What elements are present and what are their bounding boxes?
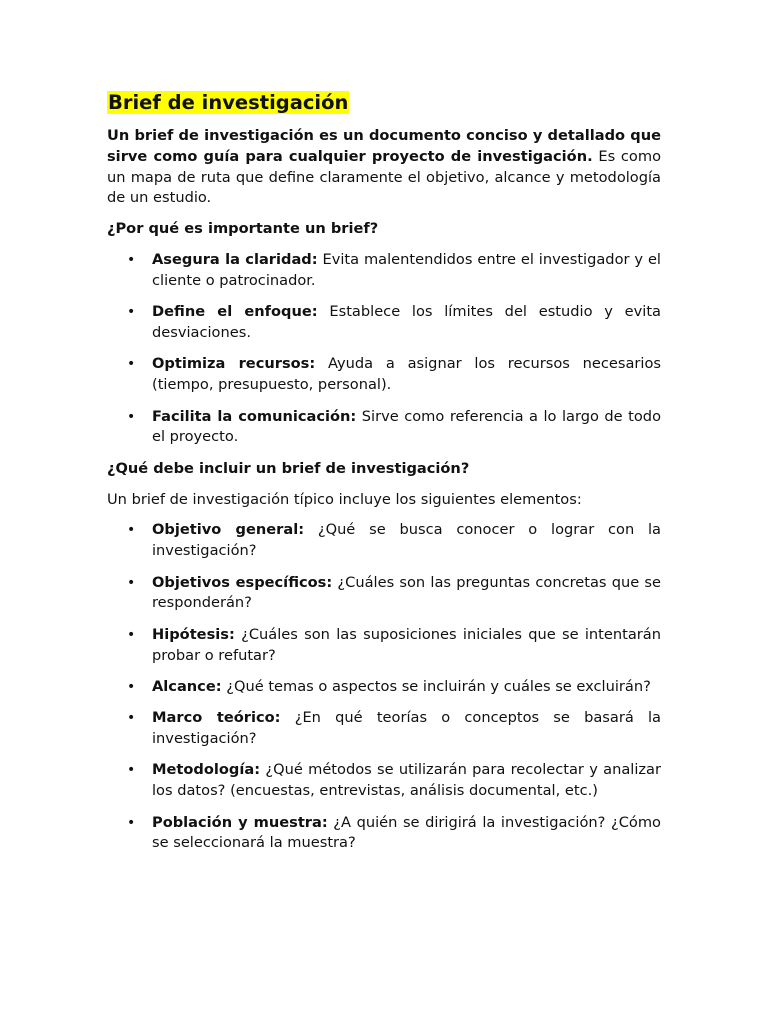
list-item: [107, 302, 661, 344]
bullet-icon: •: [127, 762, 136, 779]
bullet-icon: •: [127, 710, 136, 727]
list-item: [107, 407, 661, 449]
section-heading-contents: ¿Qué debe incluir un brief de investigación?: [107, 459, 470, 477]
list-item-term: Alcance:: [152, 677, 222, 695]
bullet-icon: •: [127, 574, 136, 591]
intro-paragraph: [107, 126, 661, 209]
bullet-icon: •: [127, 522, 136, 539]
list-item-term: Metodología:: [152, 761, 261, 779]
list-item-term: Optimiza recursos:: [152, 355, 316, 373]
list-item-text: ¿Qué temas o aspectos se incluirán y cuáles se excluirán?: [221, 677, 651, 695]
list-item: [107, 708, 661, 750]
list-item-text: ¿Qué se busca conocer o lograr con la investigación?: [152, 521, 661, 560]
list-item-text: Sirve como referencia a lo largo de todo el proyecto.: [152, 407, 661, 446]
list-item: [107, 520, 661, 562]
contents-lead-paragraph: Un brief de investigación típico incluye los siguientes elementos:: [107, 490, 582, 508]
title-highlight: Brief de investigación: [108, 91, 349, 114]
list-item-term: Marco teórico:: [152, 709, 281, 727]
list-item-text: ¿Cuáles son las suposiciones iniciales que se intentarán probar o refutar?: [152, 625, 661, 664]
intro-bold-text: Un brief de investigación es un documento conciso y detallado que sirve como guía para cualquier proyecto de investigación.: [107, 127, 661, 165]
section-heading-importance: ¿Por qué es importante un brief?: [107, 220, 379, 238]
list-item: [107, 573, 661, 615]
list-item: [107, 250, 661, 292]
bullet-icon: •: [127, 814, 136, 831]
list-item: [107, 625, 661, 667]
list-item-text: ¿En qué teorías o conceptos se basará la investigación?: [152, 709, 661, 748]
contents-list: [107, 520, 661, 854]
bullet-icon: •: [127, 356, 136, 373]
list-item-text: ¿Qué métodos se utilizarán para recolectar y analizar los datos? (encuestas, entrevistas, análisis documental, etc.): [152, 761, 661, 800]
list-item-text: Establece los límites del estudio y evita desviaciones.: [152, 303, 661, 341]
list-item-text: ¿Cuáles son las preguntas concretas que se responderán?: [152, 573, 662, 612]
list-item-term: Objetivo general:: [152, 521, 305, 539]
importance-list: [107, 250, 661, 448]
bullet-icon: •: [127, 304, 136, 321]
list-item-text: ¿A quién se dirigirá la investigación? ¿Cómo se seleccionará la muestra?: [152, 813, 661, 852]
bullet-icon: •: [127, 626, 136, 643]
list-item-term: Facilita la comunicación:: [152, 407, 357, 425]
list-item-term: Define el enfoque:: [152, 303, 318, 321]
list-item: [107, 354, 661, 396]
list-item: [107, 760, 661, 802]
list-item-text: Ayuda a asignar los recursos necesarios (tiempo, presupuesto, personal).: [152, 355, 662, 394]
document-page: [107, 90, 661, 865]
document-title: [107, 90, 661, 116]
bullet-icon: •: [127, 251, 136, 268]
list-item: [107, 813, 661, 855]
bullet-icon: •: [127, 678, 136, 695]
bullet-icon: •: [127, 408, 136, 425]
list-item-text: Evita malentendidos entre el investigador y el cliente o patrocinador.: [152, 250, 661, 289]
list-item: [107, 677, 661, 698]
list-item-term: Hipótesis:: [152, 625, 235, 643]
intro-regular-text: Es como un mapa de ruta que define claramente el objetivo, alcance y metodología de un estudio.: [107, 147, 661, 207]
list-item-term: Objetivos específicos:: [152, 573, 333, 591]
list-item-term: Asegura la claridad:: [152, 250, 318, 268]
list-item-term: Población y muestra:: [152, 813, 328, 831]
